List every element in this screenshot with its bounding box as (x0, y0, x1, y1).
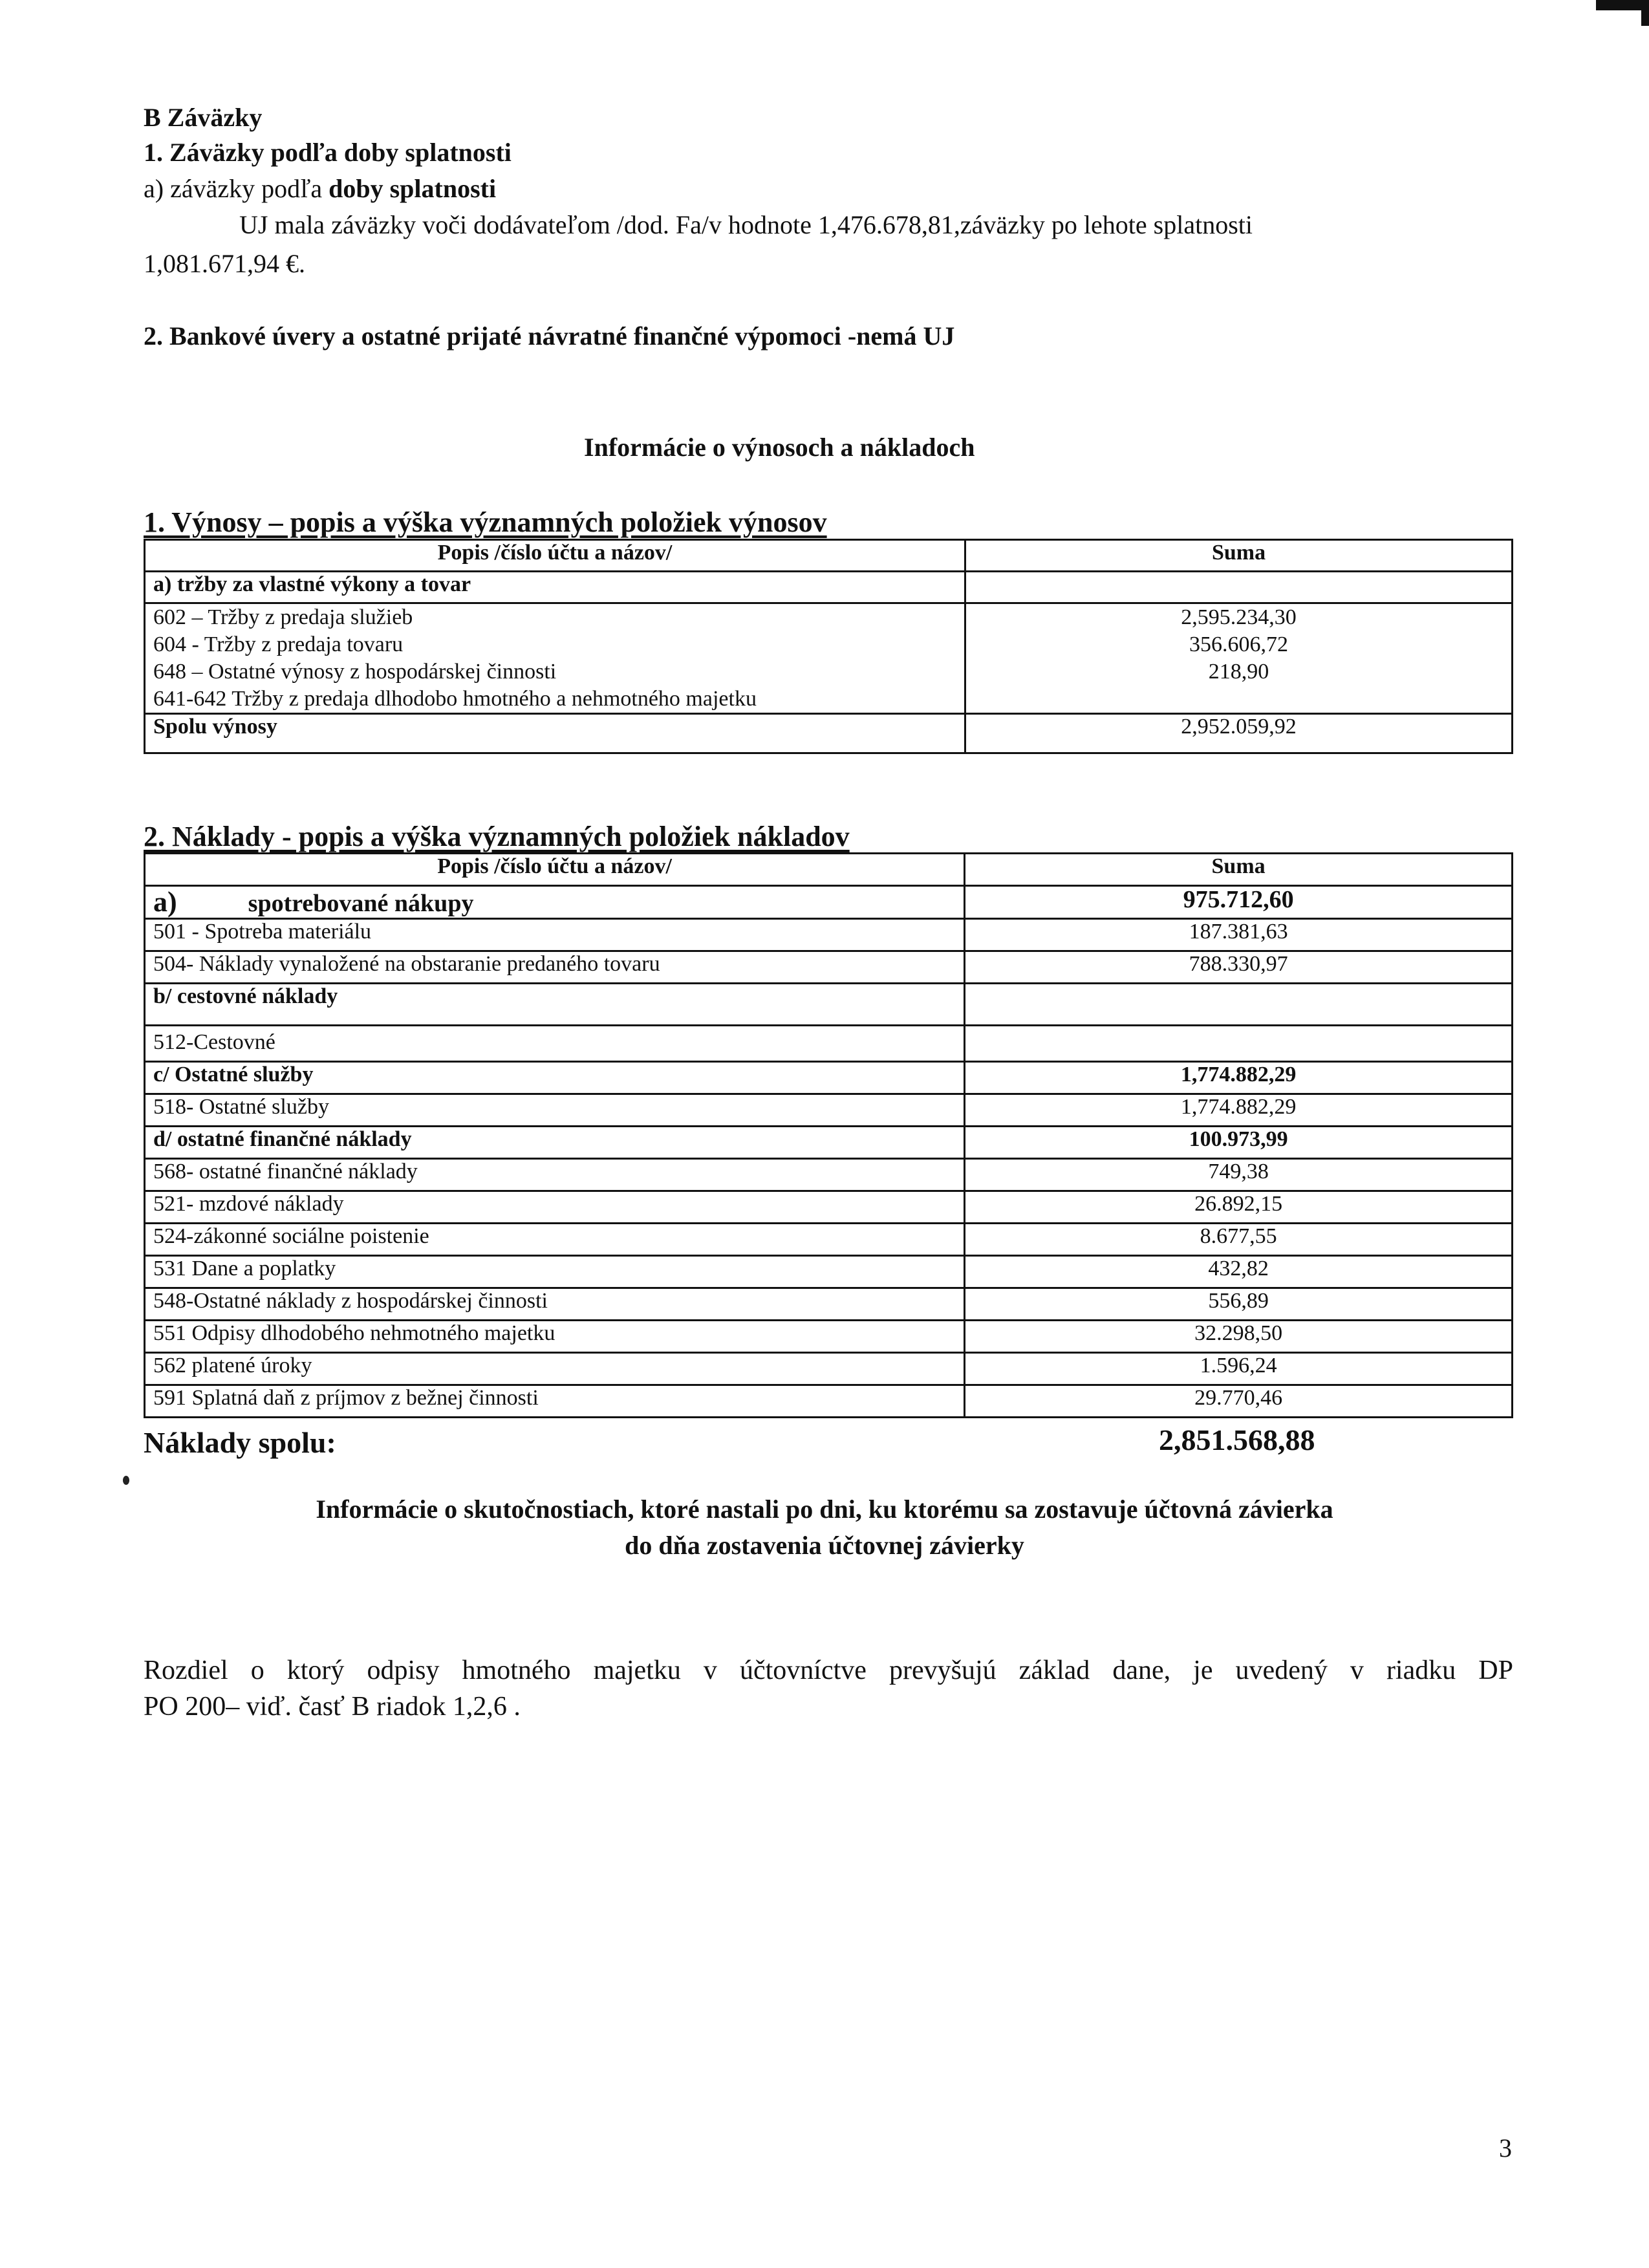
row-desc: 518- Ostatné služby (145, 1094, 965, 1127)
table-row (145, 984, 1513, 1026)
table-header-row (145, 540, 1513, 572)
sub1a-bold: doby splatnosti (329, 174, 497, 203)
scan-speck (123, 1476, 129, 1485)
events-title-line2: do dňa zostavenia účtovnej závierky (625, 1531, 1024, 1560)
row-desc: 531 Dane a poplatky (145, 1256, 965, 1288)
table-row (145, 1224, 1513, 1256)
table-row (145, 1159, 1513, 1191)
table-row (145, 1094, 1513, 1127)
table-header-row (145, 854, 1513, 886)
section-b-para-line1: UJ mala záväzky voči dodávateľom /dod. Fa/v hodnote 1,476.678,81,záväzky po lehote splatnosti (239, 210, 1253, 239)
group-b-sum (965, 984, 1513, 1026)
row-sum: 1,774.882,29 (965, 1094, 1513, 1127)
row-sum: 788.330,97 (965, 951, 1513, 984)
group-d-label: d/ ostatné finančné náklady (145, 1127, 965, 1159)
row-sum (965, 1026, 1513, 1062)
col-desc-header: Popis /číslo účtu a názov/ (145, 540, 965, 572)
col-sum-header: Suma (965, 854, 1513, 886)
row-desc: 524-zákonné sociálne poistenie (145, 1224, 965, 1256)
table-row (145, 951, 1513, 984)
table-row (145, 1288, 1513, 1321)
row-desc: 512-Cestovné (145, 1026, 965, 1062)
table-row (145, 572, 1513, 603)
page-number: 3 (1499, 2133, 1512, 2163)
row-desc: 551 Odpisy dlhodobého nehmotného majetku (145, 1321, 965, 1353)
section-b-sub2: 2. Bankové úvery a ostatné prijaté návratné finančné výpomoci -nemá UJ (144, 321, 955, 351)
row-sum: 556,89 (965, 1288, 1513, 1321)
table-row (145, 714, 1513, 753)
revenue-item-desc: 641-642 Tržby z predaja dlhodobo hmotného a nehmotného majetku (153, 687, 757, 711)
row-desc: 568- ostatné finančné náklady (145, 1159, 965, 1191)
row-sum: 1.596,24 (965, 1353, 1513, 1385)
revenues-group-label: a) tržby za vlastné výkony a tovar (145, 572, 965, 603)
col-desc-header: Popis /číslo účtu a názov/ (145, 854, 965, 886)
section-b-para-line2: 1,081.671,94 €. (144, 249, 305, 278)
table-row (145, 919, 1513, 951)
table-row (145, 1127, 1513, 1159)
group-a-value: 975.712,60 (965, 886, 1513, 919)
info-title: Informácie o výnosoch a nákladoch (584, 433, 975, 462)
revenue-item-desc: 648 – Ostatné výnosy z hospodárskej činnosti (153, 660, 557, 684)
table-row (145, 1026, 1513, 1062)
section-b-sub1: 1. Záväzky podľa doby splatnosti (144, 138, 512, 167)
section-b-title: B Záväzky (144, 103, 263, 132)
costs-group-a (145, 886, 965, 919)
costs-heading: 2. Náklady - popis a výška významných položiek nákladov (144, 821, 850, 852)
scan-corner-mark (1641, 0, 1649, 26)
revenues-items-desc (145, 603, 965, 714)
row-sum: 749,38 (965, 1159, 1513, 1191)
revenue-item-desc: 602 – Tržby z predaja služieb (153, 605, 413, 629)
table-row (145, 1321, 1513, 1353)
costs-total-label: Náklady spolu: (144, 1426, 336, 1459)
events-para-line1: Rozdiel o ktorý odpisy hmotného majetku v účtovníctve prevyšujú základ dane, je uvedený v riadku DP (144, 1656, 1513, 1685)
revenue-item-sum: 218,90 (1208, 660, 1269, 684)
row-sum: 432,82 (965, 1256, 1513, 1288)
table-row (145, 1191, 1513, 1224)
table-row (145, 1062, 1513, 1094)
revenue-item-desc: 604 - Tržby z predaja tovaru (153, 632, 404, 656)
revenues-total-label: Spolu výnosy (145, 714, 965, 753)
table-row (145, 886, 1513, 919)
row-desc: 591 Splatná daň z príjmov z bežnej činnosti (145, 1385, 965, 1418)
costs-table (144, 852, 1513, 1418)
section-b-sub1a (144, 173, 496, 204)
row-desc: 521- mzdové náklady (145, 1191, 965, 1224)
revenue-item-sum (974, 686, 1503, 713)
sub1a-prefix: a) záväzky podľa (144, 174, 329, 203)
group-c-label: c/ Ostatné služby (145, 1062, 965, 1094)
costs-total-value: 2,851.568,88 (1159, 1423, 1315, 1456)
events-title-line1: Informácie o skutočnostiach, ktoré nastali po dni, ku ktorému sa zostavuje účtovná závierka (316, 1495, 1333, 1524)
row-sum: 187.381,63 (965, 919, 1513, 951)
revenue-item-sum: 2,595.234,30 (1181, 605, 1297, 629)
table-row (145, 1385, 1513, 1418)
row-desc: 562 platené úroky (145, 1353, 965, 1385)
revenue-item-sum: 356.606,72 (1189, 632, 1288, 656)
group-a-label: spotrebované nákupy (248, 890, 474, 917)
table-row (145, 1353, 1513, 1385)
revenues-table (144, 539, 1513, 754)
group-a-prefix: a) (153, 886, 177, 918)
revenues-group-sum (965, 572, 1513, 603)
row-sum: 32.298,50 (965, 1321, 1513, 1353)
row-desc: 548-Ostatné náklady z hospodárskej činnosti (145, 1288, 965, 1321)
revenues-total-value: 2,952.059,92 (965, 714, 1513, 753)
row-sum: 26.892,15 (965, 1191, 1513, 1224)
revenues-items-sum (965, 603, 1513, 714)
table-row (145, 1256, 1513, 1288)
row-desc: 504- Náklady vynaložené na obstaranie predaného tovaru (145, 951, 965, 984)
revenues-heading: 1. Výnosy – popis a výška významných položiek výnosov (144, 506, 827, 538)
group-d-value: 100.973,99 (965, 1127, 1513, 1159)
row-sum: 29.770,46 (965, 1385, 1513, 1418)
group-b-label: b/ cestovné náklady (145, 984, 965, 1026)
col-sum-header: Suma (965, 540, 1513, 572)
events-para-line2: PO 200– viď. časť B riadok 1,2,6 . (144, 1692, 521, 1722)
group-c-value: 1,774.882,29 (965, 1062, 1513, 1094)
row-sum: 8.677,55 (965, 1224, 1513, 1256)
table-row (145, 603, 1513, 714)
row-desc: 501 - Spotreba materiálu (145, 919, 965, 951)
